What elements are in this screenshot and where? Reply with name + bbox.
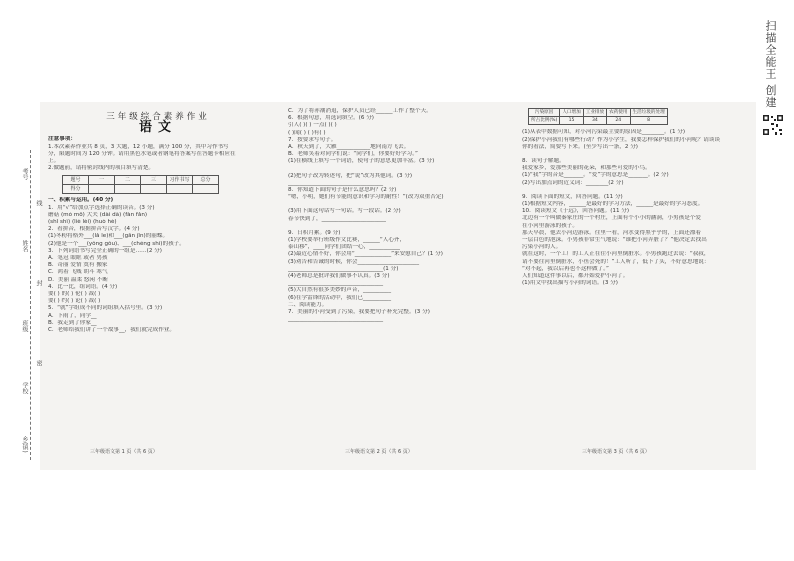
question-line: D．美丽 温柔 悠闲 不断 [48, 276, 108, 283]
question-line: 10．阅读短文《于远》，回答问题。(11 分) [522, 208, 630, 215]
margin-label-class: 班级 [21, 320, 28, 332]
question-line: B．我走到了你家__ [48, 319, 97, 326]
qr-code-icon [762, 114, 784, 136]
pollution-header-cell: 生活垃圾的处理 [630, 109, 667, 117]
question-line: C．鸿着 飞贱 胡斗 寒气 [48, 269, 108, 276]
pollution-header-cell: 工业排放 [583, 109, 606, 117]
page-3-column [522, 108, 734, 464]
exam-header-title: 三年级综合素养作业 [106, 112, 210, 122]
question-line: 8．你知道下面的句子是什么意思吗？(2 分) [288, 187, 397, 194]
pollution-value-cell: 24 [607, 117, 630, 125]
page-1-footer: 三年级语文第 1 页（共 6 页） [90, 449, 158, 455]
pollution-value-cell: 34 [583, 117, 606, 125]
question-line: 5．“就”字组成不同的词组填入括号里。(3 分) [48, 305, 163, 312]
scanner-watermark: 扫描全能王 创建 [764, 20, 777, 109]
page-3-questions [522, 129, 734, 287]
question-line: 引人( )( ) 一点( )( ) [288, 122, 337, 129]
score-header-cell: 一 [89, 176, 115, 185]
question-line: (2)把句子改为转述句，把“说”改为其他词。(3 分) [288, 172, 413, 179]
score-table [62, 175, 219, 194]
margin-label-school: 学校 [21, 382, 28, 394]
question-line [522, 187, 734, 194]
question-line: 蘑菇 (mó mō) 大夫 (dài dà) (fàn fǎn) [48, 211, 148, 218]
score-header-cell: 三 [141, 176, 167, 185]
question-line: ( )闻( ) ( )有( ) [288, 129, 326, 136]
question-line: 北边有一个叫做秦家庄的一个村庄，上面有个小小的涵洞，小男孩是个爱 [522, 215, 702, 222]
question-line: A．下雨了，同学__ [48, 312, 97, 319]
question-line: 1．用“√”给加点字选择正确的读音。(3 分) [48, 204, 155, 211]
score-input-cell[interactable] [167, 185, 193, 194]
score-row-label: 得分 [63, 185, 89, 194]
question-line: (1)根据短文内容，______是最好的学习方法，______是最好的学习态度。 [522, 201, 704, 208]
question-line: __________________________________ [288, 179, 384, 186]
question-line: 二、阅读能力。 [288, 301, 328, 308]
binding-mark-seal: 封 [35, 280, 42, 286]
question-line: 4．比一比，组词语。(4 分) [48, 283, 118, 290]
question-line: (shǐ shì) (liè lèi) (huò hè) [48, 219, 117, 226]
margin-label-name: 姓名 [21, 240, 28, 252]
score-header-cell: 习作书写 [167, 176, 193, 185]
pollution-value-cell: 8 [630, 117, 667, 125]
page-2-column [288, 108, 494, 464]
score-header-cell: 二 [115, 176, 141, 185]
question-line: A．秋天到了，大雁____________地向南方飞去。 [288, 144, 410, 151]
notes-label: 注意事项： [48, 136, 76, 143]
question-line: 9．阅读下面的短文，回答问题。(11 分) [522, 193, 623, 200]
notes-line: 上。 [48, 158, 60, 165]
margin-label-township: 乡(镇) [21, 436, 28, 453]
question-line: 你的看法，简要写下来。(至少写出一条，2 分) [522, 143, 638, 150]
question-line: “嗯，小明，她们有节能的意识和学习的耐性！”(改为双重否定) [288, 194, 444, 201]
pollution-header-cell: 人口增加 [560, 109, 583, 117]
question-line: 春节快到了，_______________________ [288, 215, 386, 222]
notes-line: 1.本次素养作业共 8 页，3 大题，12 小题，满分 100 分，其中习作书写 [48, 143, 229, 150]
question-line [288, 166, 494, 173]
margin-label-exam-number: 考号 [21, 168, 28, 180]
question-line: (2)写出加点词的近义词：________(2 分) [522, 179, 624, 186]
question-line: (5)大自然有很多美妙的声音，__________ [288, 287, 392, 294]
pollution-table [528, 108, 668, 125]
question-line: 8．读句子解题。 [522, 158, 565, 165]
question-line: 要( ) 的( ) 伦( ) 裁( ) [48, 291, 101, 298]
question-line: 请不要往河里倒脏水，小鱼会死的！”工人听了，低下了头，不好意思地说： [522, 258, 710, 265]
score-input-cell[interactable] [193, 185, 219, 194]
question-line: 泰山移”，____同学们团结一心，___________ [288, 244, 400, 251]
question-line: __________________________________(1 分) [288, 265, 399, 272]
score-input-cell[interactable] [89, 185, 115, 194]
question-line: 3．下列词语书写完全正确的一组是……(2 分) [48, 247, 162, 254]
question-line: B．老师笑着对同学们说：“同学们，你要好好学习。” [288, 151, 418, 158]
question-line: “对不起，我以后再也不这样做了。” [522, 265, 609, 272]
question-line: 要( ) 约( ) 论( ) 裁( ) [48, 298, 101, 305]
question-line: 那天早晨，他去小河边游泳。往里一看，河水变得黑乎乎的，上面还漂着 [522, 229, 702, 236]
binding-mark-line: 线 [35, 200, 42, 206]
section-heading: 一、积累与运用。(40 分) [48, 197, 114, 204]
pollution-header-cell: 农药使用 [607, 109, 630, 117]
question-line: B．奇丽 爱情 寞有 搬家 [48, 262, 108, 269]
question-line: (2)他是一个___(yǒng gǒu)、___(chéng shí)的孩子。 [48, 240, 185, 247]
question-line: (2)保护小河我们有哪些行动？作为小学生，我要怎样保护我们的小河呢？请谈谈 [522, 136, 721, 143]
question-line: (1)冬粉将格外___(lǎ le)和___(gān jīn)的丽蝶。 [48, 233, 169, 240]
question-line: (1)从表中数据可知，对小河污染最主要的原因是________。(1 分) [522, 129, 686, 136]
question-line: 就在这时，一个工厂的工人正在往小河里倒脏水。小男孩跑过去说：“叔叔， [522, 251, 710, 258]
page-2-questions [288, 108, 494, 323]
page-3-footer: 三年级语文第 3 页（共 6 页） [582, 449, 650, 455]
question-line [288, 201, 494, 208]
question-line: 2．看拼音，根据拼音写汉字。(4 分) [48, 226, 140, 233]
question-line: 一层白色的泡沫。小男孩非常生气地说：“谁把小河弄脏了？”他决定去找出 [522, 237, 707, 244]
pollution-value-cell: 15 [560, 117, 583, 125]
question-line: __________________________________ [288, 280, 384, 287]
page-2-footer: 三年级语文第 2 页（共 6 页） [345, 449, 413, 455]
question-line: 污染小河的人。 [522, 244, 562, 251]
question-line: (3)用下面这句话写一句话。写一段话。(2 分) [288, 208, 401, 215]
question-line: 9．日积月累。(9 分) [288, 229, 341, 236]
question-line: (3)劝告和告诫的时候，你会______________________ [288, 258, 419, 265]
question-line: __________________________________ [288, 316, 384, 323]
question-line: C．为了将赤潮消退，保护人员已经______工作了整个天。 [288, 108, 432, 114]
question-line: (6)在学雷锋的活动中，我们已__________ [288, 294, 392, 301]
binding-mark-secret: 密 [35, 360, 42, 366]
pollution-row-label: 所占比例(%) [529, 117, 560, 125]
question-line: C．老师给我们讲了一个故事__，我们就完成作业。 [48, 327, 175, 334]
question-line: (1)学校要举行班级作文比赛，______“人心齐， [288, 237, 406, 244]
question-line [522, 151, 734, 158]
page-1-column [48, 108, 268, 464]
question-line: 人们知道这件事以后，都开始爱护小河了。 [522, 273, 629, 280]
score-input-cell[interactable] [141, 185, 167, 194]
question-line: A．笔冠 眼眶 或者 男孩 [48, 255, 108, 262]
pollution-header-cell: 污染原因 [529, 109, 560, 117]
question-line: (1)“我”字的音是_______。“爱”字的意思是_______。(2 分) [522, 172, 669, 179]
question-line: 在小河里游泳的孩子。 [522, 222, 578, 229]
score-header-cell: 题号 [63, 176, 89, 185]
notes-line: 2.做题前，请将密封线内的项目填写清楚。 [48, 165, 155, 172]
question-line: (2)最近心情不好，你会用“_____________”来安慰自己？(1 分) [288, 251, 443, 258]
notes-line: 分，限题时间为 120 分钟。请用黑色水笔或者钢笔将答案写在答题卡相应在 [48, 150, 236, 157]
question-line: 6．根据句意，用选词填空。(6 分) [288, 115, 374, 122]
page-1-questions [48, 205, 268, 335]
score-input-cell[interactable] [115, 185, 141, 194]
question-line: 7．美丽的小河受到了污染，我要把句子补充完整。(3 分) [288, 309, 430, 316]
question-line [288, 223, 494, 230]
question-line: (1)在横线上填写一个词语，使句子的意思更加丰富。(3 分) [288, 158, 435, 165]
score-header-cell: 总分 [193, 176, 219, 185]
exam-subject-title: 语文 [138, 120, 177, 136]
question-line: (4)老师总是批评我们做事不认真。(3 分) [288, 273, 390, 280]
question-line: 7．按要求写句子。 [288, 136, 337, 143]
question-line: (1)用文中找出描写小河的词语。(3 分) [522, 280, 618, 287]
question-line: 我爱家乡，爱那些美丽的花朵，和那些可爱的小鸟。 [522, 165, 651, 172]
binding-dashed-line [30, 150, 31, 460]
